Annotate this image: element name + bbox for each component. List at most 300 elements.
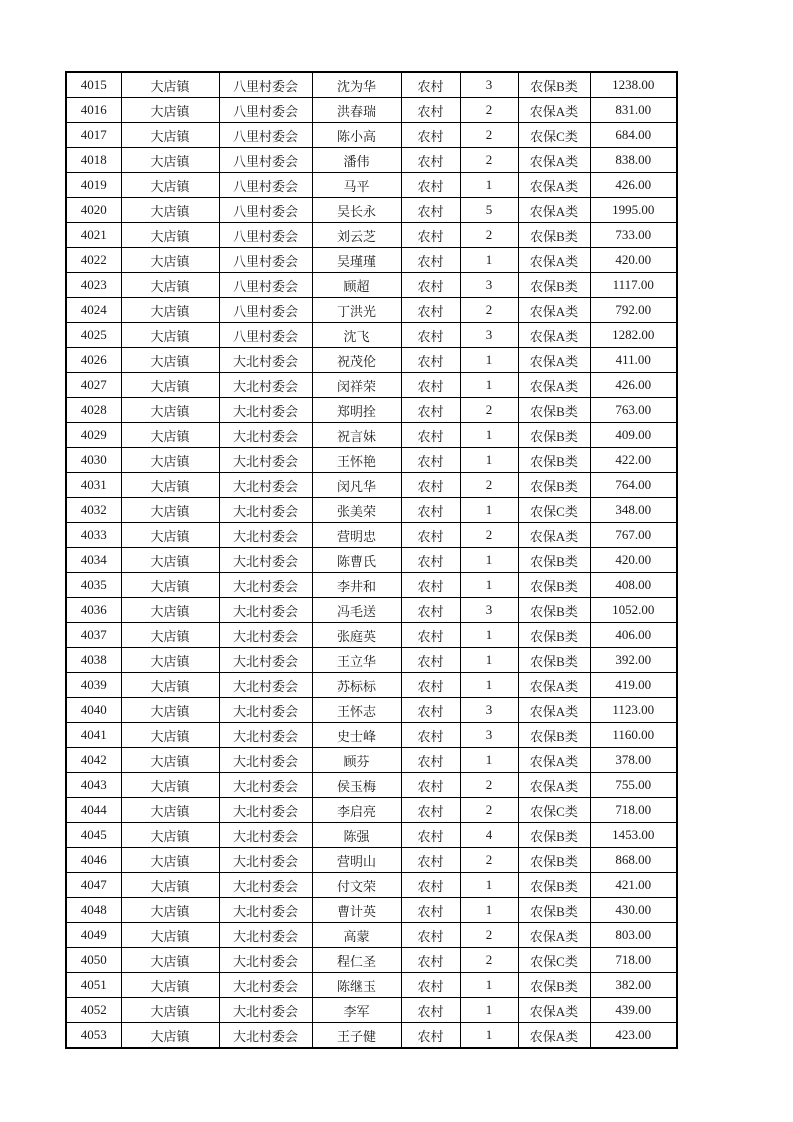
cell-residence-type: 农村 — [401, 348, 460, 373]
cell-residence-type: 农村 — [401, 298, 460, 323]
cell-amount: 408.00 — [590, 573, 677, 598]
cell-village-committee: 大北村委会 — [219, 348, 312, 373]
cell-town: 大店镇 — [121, 173, 219, 198]
table-row — [66, 373, 677, 398]
cell-village-committee: 八里村委会 — [219, 223, 312, 248]
cell-person-name: 闵祥荣 — [312, 373, 401, 398]
cell-residence-type: 农村 — [401, 948, 460, 973]
cell-residence-type: 农村 — [401, 748, 460, 773]
cell-residence-type: 农村 — [401, 848, 460, 873]
cell-village-committee: 大北村委会 — [219, 923, 312, 948]
cell-town: 大店镇 — [121, 623, 219, 648]
cell-residence-type: 农村 — [401, 673, 460, 698]
cell-serial-number: 4036 — [66, 598, 121, 623]
cell-town: 大店镇 — [121, 448, 219, 473]
cell-serial-number: 4043 — [66, 773, 121, 798]
cell-insurance-category: 农保A类 — [518, 98, 590, 123]
table-row — [66, 573, 677, 598]
cell-amount: 409.00 — [590, 423, 677, 448]
cell-town: 大店镇 — [121, 823, 219, 848]
cell-insurance-category: 农保A类 — [518, 923, 590, 948]
cell-serial-number: 4050 — [66, 948, 121, 973]
cell-amount: 420.00 — [590, 548, 677, 573]
table-row — [66, 348, 677, 373]
table-row — [66, 473, 677, 498]
cell-village-committee: 大北村委会 — [219, 548, 312, 573]
cell-person-count: 2 — [460, 473, 518, 498]
table-row — [66, 848, 677, 873]
cell-person-count: 1 — [460, 1023, 518, 1049]
cell-person-name: 吴长永 — [312, 198, 401, 223]
cell-insurance-category: 农保C类 — [518, 798, 590, 823]
cell-person-count: 2 — [460, 798, 518, 823]
cell-amount: 868.00 — [590, 848, 677, 873]
cell-residence-type: 农村 — [401, 373, 460, 398]
cell-residence-type: 农村 — [401, 1023, 460, 1049]
cell-residence-type: 农村 — [401, 173, 460, 198]
cell-person-count: 2 — [460, 298, 518, 323]
cell-village-committee: 大北村委会 — [219, 873, 312, 898]
cell-person-count: 1 — [460, 748, 518, 773]
cell-person-name: 王怀志 — [312, 698, 401, 723]
cell-amount: 411.00 — [590, 348, 677, 373]
cell-residence-type: 农村 — [401, 923, 460, 948]
cell-town: 大店镇 — [121, 548, 219, 573]
cell-village-committee: 大北村委会 — [219, 623, 312, 648]
cell-person-name: 苏标标 — [312, 673, 401, 698]
cell-amount: 1117.00 — [590, 273, 677, 298]
cell-person-count: 2 — [460, 398, 518, 423]
cell-serial-number: 4052 — [66, 998, 121, 1023]
cell-amount: 419.00 — [590, 673, 677, 698]
cell-person-name: 郑明拴 — [312, 398, 401, 423]
cell-serial-number: 4048 — [66, 898, 121, 923]
cell-person-name: 马平 — [312, 173, 401, 198]
cell-residence-type: 农村 — [401, 573, 460, 598]
cell-person-count: 2 — [460, 523, 518, 548]
cell-person-name: 陈曹氏 — [312, 548, 401, 573]
cell-person-name: 王怀艳 — [312, 448, 401, 473]
cell-residence-type: 农村 — [401, 223, 460, 248]
table-row — [66, 798, 677, 823]
cell-insurance-category: 农保B类 — [518, 273, 590, 298]
cell-person-name: 营明忠 — [312, 523, 401, 548]
cell-serial-number: 4024 — [66, 298, 121, 323]
cell-residence-type: 农村 — [401, 798, 460, 823]
cell-insurance-category: 农保B类 — [518, 423, 590, 448]
cell-town: 大店镇 — [121, 248, 219, 273]
cell-person-count: 2 — [460, 948, 518, 973]
cell-village-committee: 大北村委会 — [219, 1023, 312, 1049]
cell-village-committee: 大北村委会 — [219, 723, 312, 748]
cell-serial-number: 4047 — [66, 873, 121, 898]
cell-insurance-category: 农保B类 — [518, 548, 590, 573]
cell-residence-type: 农村 — [401, 698, 460, 723]
cell-residence-type: 农村 — [401, 648, 460, 673]
cell-amount: 764.00 — [590, 473, 677, 498]
cell-amount: 1052.00 — [590, 598, 677, 623]
cell-serial-number: 4039 — [66, 673, 121, 698]
cell-person-count: 1 — [460, 648, 518, 673]
cell-residence-type: 农村 — [401, 198, 460, 223]
cell-town: 大店镇 — [121, 198, 219, 223]
cell-serial-number: 4040 — [66, 698, 121, 723]
cell-insurance-category: 农保B类 — [518, 723, 590, 748]
cell-insurance-category: 农保A类 — [518, 748, 590, 773]
cell-person-name: 顾芬 — [312, 748, 401, 773]
table-row — [66, 598, 677, 623]
cell-village-committee: 大北村委会 — [219, 598, 312, 623]
cell-serial-number: 4038 — [66, 648, 121, 673]
cell-residence-type: 农村 — [401, 523, 460, 548]
cell-village-committee: 大北村委会 — [219, 423, 312, 448]
cell-insurance-category: 农保B类 — [518, 598, 590, 623]
cell-insurance-category: 农保A类 — [518, 523, 590, 548]
cell-amount: 684.00 — [590, 123, 677, 148]
cell-town: 大店镇 — [121, 72, 219, 98]
cell-person-name: 吴瑾瑾 — [312, 248, 401, 273]
cell-serial-number: 4031 — [66, 473, 121, 498]
cell-amount: 420.00 — [590, 248, 677, 273]
cell-village-committee: 大北村委会 — [219, 998, 312, 1023]
cell-insurance-category: 农保B类 — [518, 473, 590, 498]
table-row — [66, 123, 677, 148]
cell-amount: 755.00 — [590, 773, 677, 798]
cell-town: 大店镇 — [121, 598, 219, 623]
cell-amount: 763.00 — [590, 398, 677, 423]
cell-person-count: 1 — [460, 623, 518, 648]
cell-village-committee: 大北村委会 — [219, 648, 312, 673]
cell-insurance-category: 农保A类 — [518, 323, 590, 348]
cell-insurance-category: 农保A类 — [518, 773, 590, 798]
cell-town: 大店镇 — [121, 148, 219, 173]
cell-serial-number: 4032 — [66, 498, 121, 523]
cell-person-count: 2 — [460, 98, 518, 123]
cell-person-name: 曹计英 — [312, 898, 401, 923]
cell-person-name: 李军 — [312, 998, 401, 1023]
cell-residence-type: 农村 — [401, 723, 460, 748]
cell-serial-number: 4035 — [66, 573, 121, 598]
cell-person-count: 3 — [460, 598, 518, 623]
cell-serial-number: 4044 — [66, 798, 121, 823]
cell-person-count: 3 — [460, 273, 518, 298]
table-row — [66, 648, 677, 673]
cell-town: 大店镇 — [121, 973, 219, 998]
table-row — [66, 448, 677, 473]
table-row — [66, 673, 677, 698]
cell-person-name: 侯玉梅 — [312, 773, 401, 798]
cell-insurance-category: 农保B类 — [518, 973, 590, 998]
cell-person-name: 闵凡华 — [312, 473, 401, 498]
cell-serial-number: 4042 — [66, 748, 121, 773]
cell-residence-type: 农村 — [401, 148, 460, 173]
cell-residence-type: 农村 — [401, 998, 460, 1023]
cell-residence-type: 农村 — [401, 473, 460, 498]
cell-person-count: 5 — [460, 198, 518, 223]
cell-person-name: 祝茂伦 — [312, 348, 401, 373]
cell-village-committee: 八里村委会 — [219, 273, 312, 298]
cell-village-committee: 大北村委会 — [219, 973, 312, 998]
cell-amount: 803.00 — [590, 923, 677, 948]
cell-insurance-category: 农保B类 — [518, 72, 590, 98]
cell-serial-number: 4028 — [66, 398, 121, 423]
cell-serial-number: 4023 — [66, 273, 121, 298]
cell-town: 大店镇 — [121, 273, 219, 298]
table-row — [66, 98, 677, 123]
cell-person-count: 1 — [460, 373, 518, 398]
cell-person-name: 程仁圣 — [312, 948, 401, 973]
table-row — [66, 948, 677, 973]
cell-person-name: 沈为华 — [312, 72, 401, 98]
cell-serial-number: 4019 — [66, 173, 121, 198]
cell-person-name: 潘伟 — [312, 148, 401, 173]
cell-town: 大店镇 — [121, 473, 219, 498]
cell-person-count: 4 — [460, 823, 518, 848]
cell-person-name: 李井和 — [312, 573, 401, 598]
cell-person-count: 2 — [460, 848, 518, 873]
cell-person-count: 1 — [460, 548, 518, 573]
cell-serial-number: 4020 — [66, 198, 121, 223]
cell-amount: 733.00 — [590, 223, 677, 248]
table-row — [66, 423, 677, 448]
cell-town: 大店镇 — [121, 723, 219, 748]
table-body — [66, 72, 677, 1048]
cell-person-name: 洪春瑞 — [312, 98, 401, 123]
cell-residence-type: 农村 — [401, 548, 460, 573]
table-row — [66, 698, 677, 723]
cell-residence-type: 农村 — [401, 873, 460, 898]
cell-village-committee: 大北村委会 — [219, 698, 312, 723]
cell-amount: 718.00 — [590, 948, 677, 973]
cell-serial-number: 4053 — [66, 1023, 121, 1049]
cell-serial-number: 4021 — [66, 223, 121, 248]
cell-village-committee: 八里村委会 — [219, 323, 312, 348]
cell-person-name: 付文荣 — [312, 873, 401, 898]
cell-person-name: 张庭英 — [312, 623, 401, 648]
cell-person-name: 张美荣 — [312, 498, 401, 523]
cell-residence-type: 农村 — [401, 323, 460, 348]
cell-insurance-category: 农保B类 — [518, 823, 590, 848]
cell-amount: 382.00 — [590, 973, 677, 998]
cell-insurance-category: 农保C类 — [518, 948, 590, 973]
cell-serial-number: 4033 — [66, 523, 121, 548]
table-row — [66, 623, 677, 648]
cell-residence-type: 农村 — [401, 423, 460, 448]
table-row — [66, 873, 677, 898]
cell-serial-number: 4025 — [66, 323, 121, 348]
cell-amount: 439.00 — [590, 998, 677, 1023]
cell-village-committee: 大北村委会 — [219, 898, 312, 923]
cell-serial-number: 4045 — [66, 823, 121, 848]
cell-person-count: 1 — [460, 873, 518, 898]
table-row — [66, 898, 677, 923]
cell-village-committee: 八里村委会 — [219, 123, 312, 148]
cell-serial-number: 4034 — [66, 548, 121, 573]
cell-person-count: 3 — [460, 723, 518, 748]
cell-person-count: 1 — [460, 673, 518, 698]
cell-amount: 426.00 — [590, 373, 677, 398]
cell-person-name: 冯毛送 — [312, 598, 401, 623]
table-row — [66, 173, 677, 198]
cell-person-count: 2 — [460, 923, 518, 948]
cell-village-committee: 大北村委会 — [219, 448, 312, 473]
cell-person-count: 1 — [460, 998, 518, 1023]
cell-person-count: 2 — [460, 123, 518, 148]
cell-residence-type: 农村 — [401, 898, 460, 923]
cell-person-count: 1 — [460, 973, 518, 998]
cell-residence-type: 农村 — [401, 98, 460, 123]
cell-serial-number: 4017 — [66, 123, 121, 148]
cell-town: 大店镇 — [121, 573, 219, 598]
cell-person-name: 刘云芝 — [312, 223, 401, 248]
cell-person-name: 李启亮 — [312, 798, 401, 823]
cell-insurance-category: 农保B类 — [518, 873, 590, 898]
cell-insurance-category: 农保B类 — [518, 448, 590, 473]
table-row — [66, 548, 677, 573]
cell-person-name: 陈强 — [312, 823, 401, 848]
cell-town: 大店镇 — [121, 423, 219, 448]
cell-person-count: 2 — [460, 148, 518, 173]
cell-insurance-category: 农保A类 — [518, 173, 590, 198]
cell-serial-number: 4029 — [66, 423, 121, 448]
cell-insurance-category: 农保B类 — [518, 573, 590, 598]
cell-insurance-category: 农保A类 — [518, 998, 590, 1023]
cell-insurance-category: 农保B类 — [518, 648, 590, 673]
table-row — [66, 923, 677, 948]
table-row — [66, 148, 677, 173]
table-row — [66, 998, 677, 1023]
cell-insurance-category: 农保A类 — [518, 298, 590, 323]
table-row — [66, 748, 677, 773]
cell-amount: 421.00 — [590, 873, 677, 898]
cell-residence-type: 农村 — [401, 72, 460, 98]
cell-insurance-category: 农保C类 — [518, 123, 590, 148]
cell-residence-type: 农村 — [401, 448, 460, 473]
cell-town: 大店镇 — [121, 498, 219, 523]
cell-serial-number: 4041 — [66, 723, 121, 748]
cell-serial-number: 4051 — [66, 973, 121, 998]
table-row — [66, 523, 677, 548]
cell-residence-type: 农村 — [401, 623, 460, 648]
table-row — [66, 298, 677, 323]
cell-village-committee: 大北村委会 — [219, 748, 312, 773]
table-row — [66, 973, 677, 998]
table-row — [66, 248, 677, 273]
cell-person-count: 2 — [460, 223, 518, 248]
cell-residence-type: 农村 — [401, 273, 460, 298]
cell-serial-number: 4026 — [66, 348, 121, 373]
cell-amount: 378.00 — [590, 748, 677, 773]
cell-town: 大店镇 — [121, 323, 219, 348]
cell-town: 大店镇 — [121, 873, 219, 898]
cell-town: 大店镇 — [121, 948, 219, 973]
cell-town: 大店镇 — [121, 298, 219, 323]
cell-village-committee: 八里村委会 — [219, 248, 312, 273]
cell-insurance-category: 农保A类 — [518, 373, 590, 398]
cell-amount: 423.00 — [590, 1023, 677, 1049]
cell-amount: 831.00 — [590, 98, 677, 123]
table-row — [66, 723, 677, 748]
cell-insurance-category: 农保B类 — [518, 848, 590, 873]
table-row — [66, 273, 677, 298]
cell-insurance-category: 农保A类 — [518, 673, 590, 698]
cell-person-name: 王子健 — [312, 1023, 401, 1049]
cell-person-count: 1 — [460, 573, 518, 598]
cell-insurance-category: 农保A类 — [518, 1023, 590, 1049]
cell-person-count: 3 — [460, 698, 518, 723]
cell-village-committee: 大北村委会 — [219, 773, 312, 798]
cell-village-committee: 大北村委会 — [219, 673, 312, 698]
cell-person-count: 3 — [460, 323, 518, 348]
cell-person-count: 1 — [460, 498, 518, 523]
table-row — [66, 323, 677, 348]
cell-person-name: 史士峰 — [312, 723, 401, 748]
cell-town: 大店镇 — [121, 798, 219, 823]
table-row — [66, 823, 677, 848]
table-row — [66, 498, 677, 523]
cell-serial-number: 4018 — [66, 148, 121, 173]
cell-village-committee: 大北村委会 — [219, 823, 312, 848]
cell-serial-number: 4046 — [66, 848, 121, 873]
cell-amount: 792.00 — [590, 298, 677, 323]
cell-insurance-category: 农保A类 — [518, 248, 590, 273]
cell-amount: 1160.00 — [590, 723, 677, 748]
cell-person-name: 陈小高 — [312, 123, 401, 148]
cell-village-committee: 大北村委会 — [219, 948, 312, 973]
cell-person-count: 1 — [460, 248, 518, 273]
cell-serial-number: 4022 — [66, 248, 121, 273]
cell-amount: 838.00 — [590, 148, 677, 173]
cell-town: 大店镇 — [121, 398, 219, 423]
cell-town: 大店镇 — [121, 223, 219, 248]
cell-person-count: 3 — [460, 72, 518, 98]
table-row — [66, 72, 677, 98]
table-row — [66, 1023, 677, 1049]
cell-town: 大店镇 — [121, 923, 219, 948]
table-row — [66, 223, 677, 248]
cell-serial-number: 4030 — [66, 448, 121, 473]
cell-person-count: 1 — [460, 173, 518, 198]
cell-town: 大店镇 — [121, 123, 219, 148]
cell-residence-type: 农村 — [401, 598, 460, 623]
cell-serial-number: 4037 — [66, 623, 121, 648]
cell-amount: 767.00 — [590, 523, 677, 548]
table-row — [66, 198, 677, 223]
cell-town: 大店镇 — [121, 648, 219, 673]
cell-insurance-category: 农保A类 — [518, 348, 590, 373]
cell-town: 大店镇 — [121, 373, 219, 398]
cell-residence-type: 农村 — [401, 398, 460, 423]
cell-serial-number: 4049 — [66, 923, 121, 948]
cell-serial-number: 4016 — [66, 98, 121, 123]
cell-person-name: 沈飞 — [312, 323, 401, 348]
cell-insurance-category: 农保B类 — [518, 398, 590, 423]
cell-town: 大店镇 — [121, 773, 219, 798]
cell-village-committee: 八里村委会 — [219, 72, 312, 98]
table-row — [66, 773, 677, 798]
cell-insurance-category: 农保A类 — [518, 148, 590, 173]
cell-amount: 430.00 — [590, 898, 677, 923]
cell-village-committee: 八里村委会 — [219, 198, 312, 223]
cell-person-name: 丁洪光 — [312, 298, 401, 323]
cell-residence-type: 农村 — [401, 973, 460, 998]
cell-amount: 1453.00 — [590, 823, 677, 848]
table-row — [66, 398, 677, 423]
cell-town: 大店镇 — [121, 1023, 219, 1049]
cell-person-name: 顾超 — [312, 273, 401, 298]
cell-person-count: 1 — [460, 898, 518, 923]
cell-insurance-category: 农保B类 — [518, 898, 590, 923]
